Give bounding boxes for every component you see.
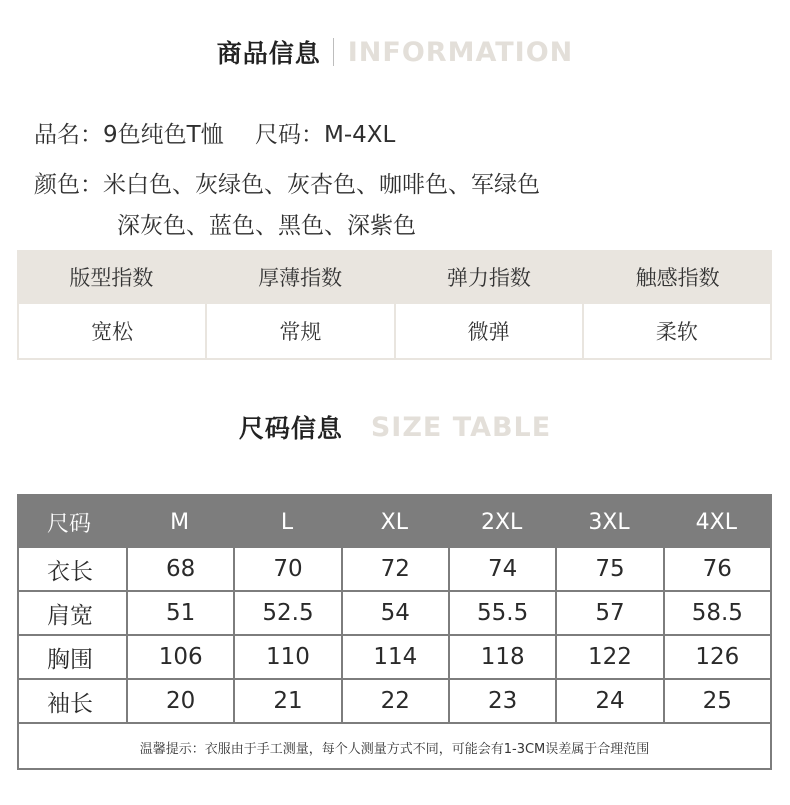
table-cell: 24 (555, 680, 662, 722)
table-cell: 22 (341, 680, 448, 722)
table-cell: 75 (555, 548, 662, 590)
spec-header-cell: 弹力指数 (446, 266, 531, 290)
product-info-heading (0, 33, 790, 71)
table-cell: 衣长 (47, 558, 93, 585)
product-name-line (34, 116, 395, 149)
table-row (19, 548, 770, 592)
color-label: 颜色： (34, 172, 103, 198)
spec-header-cell: 版型指数 (69, 266, 154, 290)
table-cell: 54 (341, 592, 448, 634)
table-cell: 126 (663, 636, 770, 678)
table-cell: 51 (126, 592, 233, 634)
spec-value-cell: 常规 (205, 304, 393, 358)
table-cell: 袖长 (47, 690, 93, 717)
size-info-heading (0, 407, 790, 447)
size-info-title-en: SIZE TABLE (370, 411, 552, 443)
size-header-cell: 尺码 (47, 511, 92, 537)
measurement-note: 温馨提示：衣服由于手工测量，每个人测量方式不同，可能会有1-3CM误差属于合理范围 (139, 741, 650, 757)
table-cell: 70 (233, 548, 340, 590)
table-cell: 58.5 (663, 592, 770, 634)
size-range-label: 尺码： (255, 122, 324, 148)
size-range: M-4XL (324, 122, 396, 148)
spec-value-cell: 柔软 (582, 304, 770, 358)
spec-value-row (17, 304, 772, 360)
heading-divider (333, 38, 334, 66)
table-row (19, 680, 770, 724)
size-info-title-cn: 尺码信息 (238, 414, 343, 443)
spec-value-cell: 微弹 (394, 304, 582, 358)
product-name: 9色纯色T恤 (103, 122, 224, 148)
table-cell: 74 (448, 548, 555, 590)
size-header-cell: M (170, 509, 190, 535)
table-cell: 114 (341, 636, 448, 678)
color-line-2 (117, 207, 416, 240)
size-header-cell: 4XL (695, 509, 737, 535)
table-cell: 23 (448, 680, 555, 722)
table-cell: 20 (126, 680, 233, 722)
size-header-cell: L (280, 509, 294, 535)
table-cell: 57 (555, 592, 662, 634)
spec-value-cell: 宽松 (91, 320, 134, 344)
table-row (19, 592, 770, 636)
table-cell: 21 (233, 680, 340, 722)
table-cell: 55.5 (448, 592, 555, 634)
table-cell: 胸围 (47, 646, 93, 673)
table-cell: 122 (555, 636, 662, 678)
table-cell: 52.5 (233, 592, 340, 634)
size-header-cell: 2XL (480, 509, 523, 535)
table-cell: 25 (663, 680, 770, 722)
spec-index-table (17, 250, 772, 360)
table-cell: 106 (126, 636, 233, 678)
colors-second: 深灰色、蓝色、黑色、深紫色 (117, 213, 416, 239)
color-line-1 (34, 166, 540, 199)
table-cell: 76 (663, 548, 770, 590)
table-row (19, 636, 770, 680)
size-table (17, 494, 772, 770)
size-table-header-row (19, 496, 770, 548)
product-info-title-en: INFORMATION (347, 36, 574, 68)
spec-header-row (17, 250, 772, 304)
table-cell: 72 (341, 548, 448, 590)
table-cell: 110 (233, 636, 340, 678)
colors-first: 米白色、灰绿色、灰杏色、咖啡色、军绿色 (103, 172, 540, 198)
table-cell: 118 (448, 636, 555, 678)
spec-header-cell: 厚薄指数 (258, 266, 343, 290)
size-header-cell: XL (380, 509, 408, 535)
table-cell: 肩宽 (47, 602, 93, 629)
product-name-label: 品名： (34, 122, 103, 148)
table-cell: 68 (126, 548, 233, 590)
product-info-title-cn: 商品信息 (216, 39, 321, 68)
spec-header-cell: 触感指数 (635, 266, 720, 290)
size-header-cell: 3XL (588, 509, 630, 535)
